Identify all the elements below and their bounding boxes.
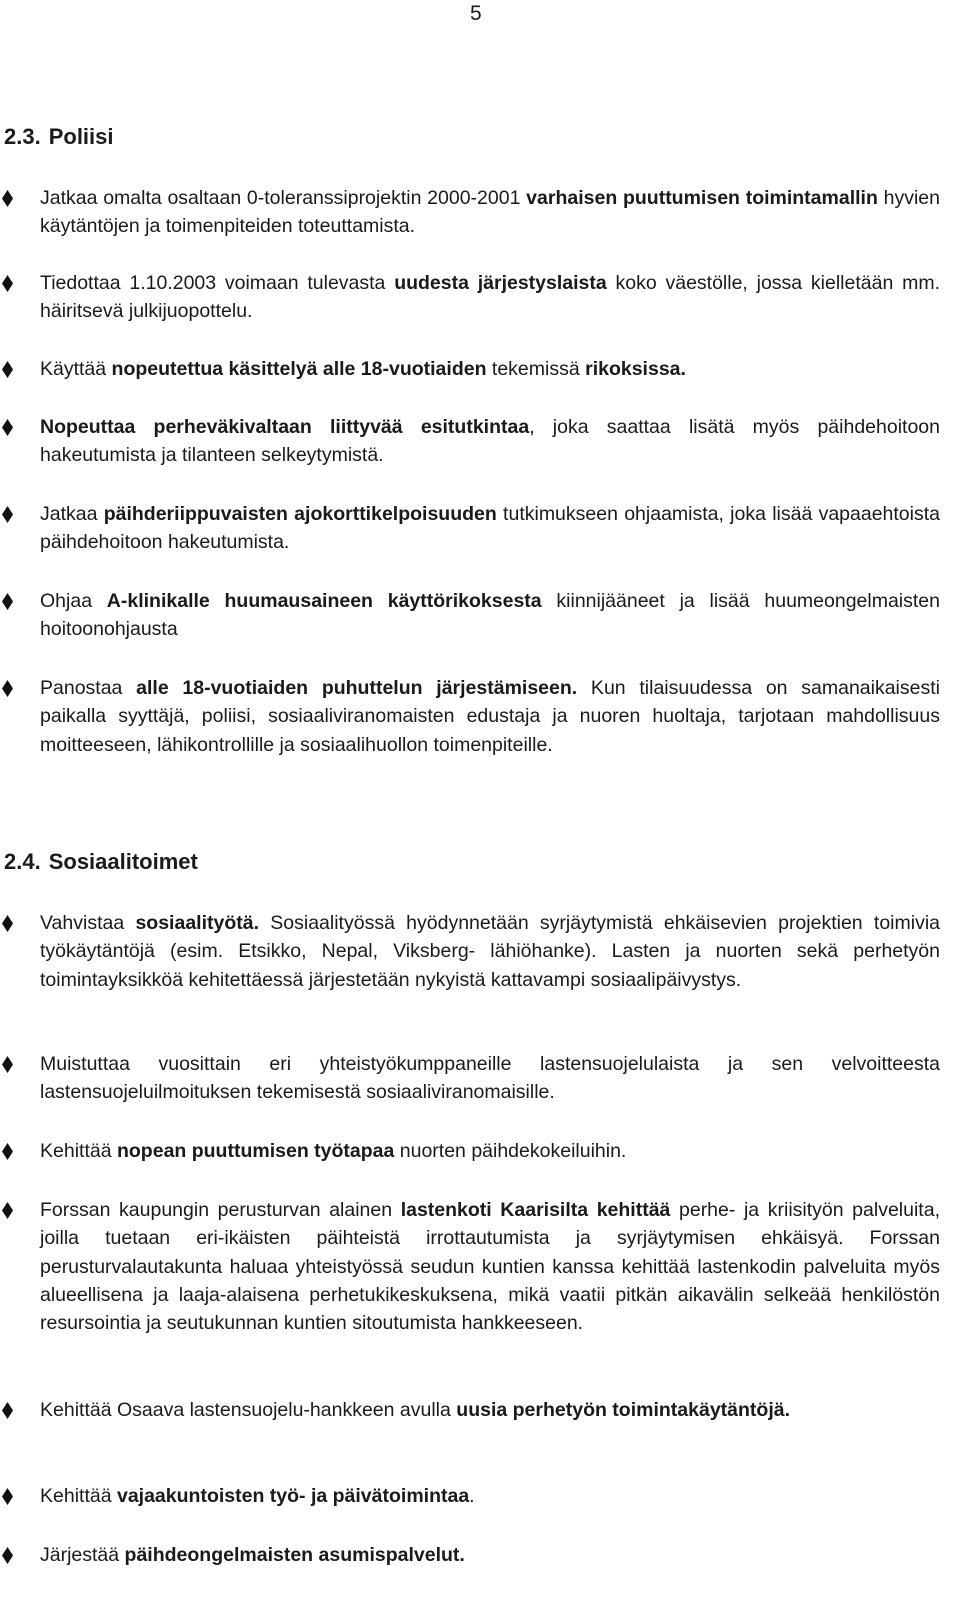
list-item — [0, 269, 940, 326]
body-text: koko väestölle, jossa kielletään mm. häiritsevä julkijuopottelu. — [40, 272, 940, 323]
body-text: Kehittää — [40, 1140, 117, 1162]
section-title: Poliisi — [48, 124, 114, 149]
section-heading — [4, 848, 198, 876]
emphasis-text: nopeutettua käsittelyä alle 18-vuotiaiden — [111, 358, 487, 380]
list-item — [0, 674, 940, 759]
emphasis-text: päihdeongelmaisten asumispalvelut. — [124, 1544, 465, 1566]
list-item-text — [40, 1396, 940, 1424]
list-item-text — [40, 184, 940, 241]
body-text: hyvien käytäntöjen ja toimenpiteiden toteuttamista. — [40, 187, 940, 238]
body-text: Kehittää — [40, 1485, 117, 1507]
body-text: Forssan kaupungin perusturvan alainen — [40, 1199, 401, 1221]
bullet-diamond-icon — [2, 680, 13, 697]
bullet-diamond-icon — [2, 1202, 13, 1219]
list-item — [0, 1482, 940, 1510]
list-item-text — [40, 500, 940, 557]
emphasis-text: päihderiippuvaisten ajokorttikelpoisuuden — [103, 503, 497, 525]
body-text: Vahvistaa — [40, 912, 136, 934]
list-item-text — [40, 1196, 940, 1337]
list-item-text — [40, 1541, 940, 1569]
list-item-text — [40, 587, 940, 644]
list-item-text — [40, 674, 940, 759]
list-item-text — [40, 1137, 940, 1165]
list-item — [0, 413, 940, 470]
body-text: tutkimukseen ohjaamista, joka lisää vapaaehtoista päihdehoitoon hakeutumista. — [40, 503, 941, 554]
body-text: Kehittää Osaava lastensuojelu-hankkeen avulla — [40, 1399, 457, 1421]
body-text: Sosiaalityössä hyödynnetään syrjäytymistä ehkäisevien projektien toimivia työkäytäntöjä (esim. Etsikko, Nepal, Viksberg- lähiöhanke). Lasten ja nuorten sekä perhetyön toimintayksikköä kehitettäessä järjestetään nykyistä kattavampi sosiaalipäivystys. — [40, 912, 940, 991]
emphasis-text: Nopeuttaa perheväkivaltaan liittyvää esitutkintaa — [40, 416, 530, 438]
emphasis-text: lastenkoti Kaarisilta kehittää — [400, 1199, 671, 1221]
bullet-diamond-icon — [2, 1547, 13, 1564]
body-text: tekemissä — [486, 358, 586, 380]
section-number: 2.3. — [4, 124, 41, 149]
bullet-diamond-icon — [2, 1402, 13, 1419]
bullet-diamond-icon — [2, 275, 13, 292]
body-text: , joka saattaa lisätä myös päihdehoitoon hakeutumista ja tilanteen selkeytymistä. — [40, 416, 940, 467]
emphasis-text: varhaisen puuttumisen toimintamallin — [526, 187, 878, 209]
bullet-diamond-icon — [2, 419, 13, 436]
body-text: Tiedottaa 1.10.2003 voimaan tulevasta — [40, 272, 395, 294]
bullet-diamond-icon — [2, 1056, 13, 1073]
emphasis-text: uudesta järjestyslaista — [394, 272, 607, 294]
body-text: Jatkaa omalta osaltaan 0-toleranssiprojektin 2000-2001 — [40, 187, 527, 209]
body-text: perhe- ja kriisityön palveluita, joilla tuetaan eri-ikäisten päihteistä irrottautumista ja syrjäytymisen ehkäisyä. Forssan perusturvalautakunta haluaa yhteistyössä seudun kuntien kanssa kehittää lastenkodin palveluita myös alueellisena ja laaja-alaisena perhetukikeskuksena, mikä vaatii pitkän aikavälin selkeää henkilöstön resursointia ja seutukunnan kuntien sitoutumista hankkeeseen. — [40, 1199, 940, 1335]
emphasis-text: sosiaalityötä. — [135, 912, 260, 934]
body-text: kiinnijääneet ja lisää huumeongelmaisten hoitoonohjausta — [40, 590, 940, 641]
body-text: Kun tilaisuudessa on samanaikaisesti paikalla syyttäjä, poliisi, sosiaaliviranomaisten edustaja ja nuoren huoltaja, tarjotaan mahdollisuus moitteeseen, lähikontrollille ja sosiaalihuollon toimenpiteille. — [40, 677, 940, 756]
bullet-diamond-icon — [2, 593, 13, 610]
section-heading — [4, 123, 114, 151]
list-item — [0, 184, 940, 241]
list-item — [0, 1137, 940, 1165]
list-item-text — [40, 269, 940, 326]
body-text: Panostaa — [40, 677, 137, 699]
list-item — [0, 1396, 940, 1424]
list-item — [0, 909, 940, 994]
emphasis-text: A-klinikalle huumausaineen käyttörikoksesta — [106, 590, 542, 612]
body-text: Käyttää — [40, 358, 112, 380]
list-item-text — [40, 355, 940, 383]
list-item — [0, 587, 940, 644]
body-text: nuorten päihdekokeiluihin. — [394, 1140, 627, 1162]
body-text: Muistuttaa vuosittain eri yhteistyökumppaneille lastensuojelulaista ja sen velvoitteesta lastensuojeluilmoituksen tekemisestä sosiaaliviranomaisille. — [40, 1053, 940, 1104]
bullet-diamond-icon — [2, 915, 13, 932]
list-item-text — [40, 1050, 940, 1107]
emphasis-text: alle 18-vuotiaiden puhuttelun järjestämiseen. — [136, 677, 578, 699]
list-item-text — [40, 1482, 940, 1510]
list-item — [0, 500, 940, 557]
list-item — [0, 1196, 940, 1337]
bullet-diamond-icon — [2, 361, 13, 378]
bullet-diamond-icon — [2, 190, 13, 207]
list-item — [0, 1050, 940, 1107]
emphasis-text: uusia perhetyön toimintakäytäntöjä. — [456, 1399, 791, 1421]
list-item — [0, 355, 940, 383]
section-title: Sosiaalitoimet — [48, 849, 198, 874]
emphasis-text: rikoksissa. — [585, 358, 686, 380]
emphasis-text: nopean puuttumisen työtapaa — [116, 1140, 395, 1162]
body-text: . — [469, 1485, 475, 1507]
body-text: Järjestää — [40, 1544, 125, 1566]
section-number: 2.4. — [4, 849, 41, 874]
list-item-text — [40, 413, 940, 470]
emphasis-text: vajaakuntoisten työ- ja päivätoimintaa — [116, 1485, 470, 1507]
bullet-diamond-icon — [2, 1488, 13, 1505]
bullet-diamond-icon — [2, 506, 13, 523]
page-number: 5 — [470, 2, 482, 25]
body-text: Jatkaa — [40, 503, 104, 525]
body-text: Ohjaa — [40, 590, 107, 612]
list-item — [0, 1541, 940, 1569]
bullet-diamond-icon — [2, 1143, 13, 1160]
list-item-text — [40, 909, 940, 994]
